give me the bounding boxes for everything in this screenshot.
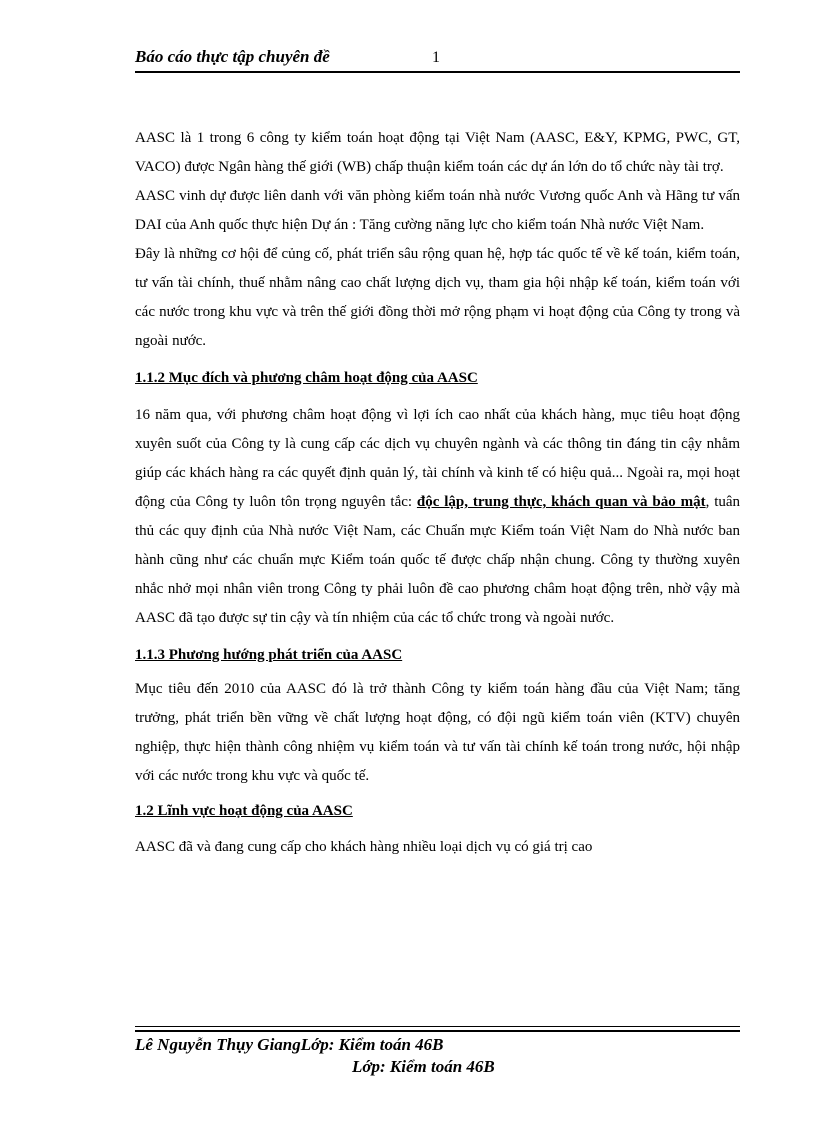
section-heading-1-2: 1.2 Lĩnh vực hoạt động của AASC xyxy=(135,803,353,819)
principles-emphasis: độc lập, trung thực, khách quan và bảo mật xyxy=(416,494,706,510)
header-title: Báo cáo thực tập chuyên đề xyxy=(135,47,330,66)
footer-class: Lớp: Kiểm toán 46B xyxy=(352,1057,495,1076)
header-divider xyxy=(135,71,740,73)
paragraph-aasc-uk-project: AASC vinh dự được liên danh với văn phòng kiểm toán nhà nước Vương quốc Anh và Hãng tư vấn DAI của Anh quốc thực hiện Dự án : Tăng cường năng lực cho kiểm toán Nhà nước Việt Nam. xyxy=(135,188,740,233)
paragraph-aasc-wb: AASC là 1 trong 6 công ty kiểm toán hoạt động tại Việt Nam (AASC, E&Y, KPMG, PWC, GT, VACO) được Ngân hàng thế giới (WB) chấp thuận kiểm toán các dự án lớn do tổ chức này tài trợ. xyxy=(135,130,740,175)
footer-author-class: Lê Nguyễn Thụy GiangLớp: Kiểm toán 46B xyxy=(135,1035,444,1054)
footer-divider-thin xyxy=(135,1026,740,1027)
principles-text-after: , tuân thủ các quy định của Nhà nước Việt Nam, các Chuẩn mực Kiểm toán Việt Nam do Nhà nước ban hành cũng như các chuẩn mực Kiểm toán quốc tế được chấp nhận chung. Công ty thường xuyên nhắc nhở mọi nhân viên trong Công ty phải luôn đề cao phương châm hoạt động trên, nhờ vậy mà AASC đã tạo được sự tin cậy và tín nhiệm của các tổ chức trong và ngoài nước. xyxy=(135,494,741,626)
paragraph-development: Mục tiêu đến 2010 của AASC đó là trở thành Công ty kiểm toán hàng đầu của Việt Nam; tăng trưởng, phát triển bền vững về chất lượng hoạt động, có đội ngũ kiểm toán viên (KTV) chuyên nghiệp, thực hiện thành công nhiệm vụ kiểm toán và tư vấn tài chính kế toán trong nước, hội nhập với các nước trong khu vực và quốc tế. xyxy=(135,681,740,784)
principles-text-before: 16 năm qua, với phương châm hoạt động vì lợi ích cao nhất của khách hàng, mục tiêu hoạt động xuyên suốt của Công ty là cung cấp các dịch vụ chuyên ngành và các thông tin đáng tin cậy nhằm giúp các khách hàng ra các quyết định quản lý, tài chính và kinh tế có hiệu quả... Ngoài ra, mọi hoạt động của Công ty luôn tôn trọng nguyên tắc: xyxy=(135,407,740,510)
section-heading-1-1-2: 1.1.2 Mục đích và phương châm hoạt động của AASC xyxy=(135,370,478,386)
paragraph-opportunities: Đây là những cơ hội để củng cố, phát triển sâu rộng quan hệ, hợp tác quốc tế về kế toán, kiểm toán, tư vấn tài chính, thuế nhằm nâng cao chất lượng dịch vụ, tham gia hội nhập kế toán, kiểm toán với các nước trong khu vực và trên thế giới đồng thời mở rộng phạm vi hoạt động của Công ty trong và ngoài nước. xyxy=(135,246,740,349)
section-heading-1-1-3: 1.1.3 Phương hướng phát triển của AASC xyxy=(135,647,403,663)
paragraph-services: AASC đã và đang cung cấp cho khách hàng nhiều loại dịch vụ có giá trị cao xyxy=(135,839,593,855)
footer-divider-thick xyxy=(135,1030,740,1032)
paragraph-principles xyxy=(135,401,740,633)
page-number: 1 xyxy=(432,49,440,66)
document-body xyxy=(135,124,740,862)
